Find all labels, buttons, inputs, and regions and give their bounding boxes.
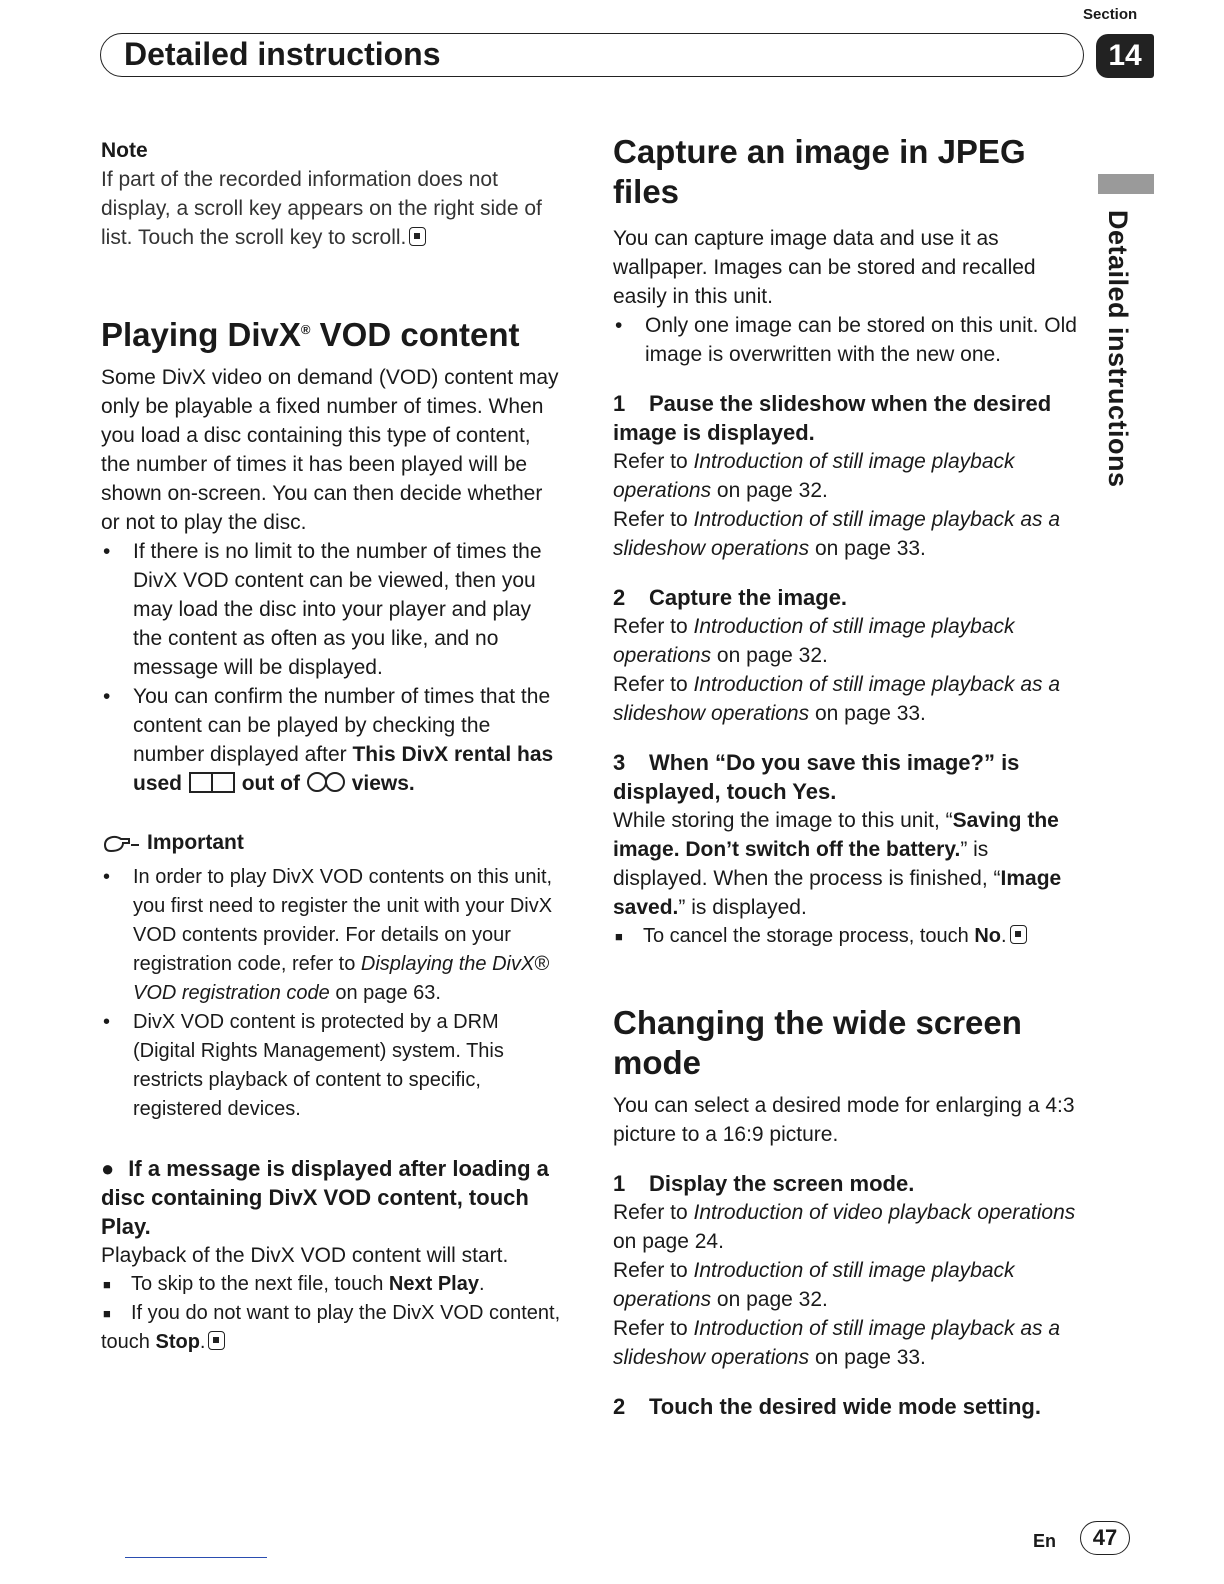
punct: . bbox=[1000, 925, 1007, 947]
divx-step-sublist bbox=[101, 1270, 561, 1357]
page-ref: on page 32. bbox=[711, 644, 828, 667]
list-item: • DivX VOD content is protected by a DRM (Digital Rights Management) system. This restricts playback of content to specific, registered devices. bbox=[101, 1008, 561, 1124]
list-item bbox=[613, 922, 1078, 951]
wide-step-2 bbox=[613, 1392, 1078, 1421]
bold-text: out of bbox=[241, 772, 301, 795]
list-item-text: In order to play DivX VOD contents on this unit, you first need to register the unit with your DivX VOD contents provider. For details on your registration code, refer to bbox=[133, 866, 553, 975]
step-number: 3 bbox=[613, 750, 626, 775]
list-item bbox=[101, 1299, 561, 1357]
list-item-text: You can confirm the number of times that the content can be played by checking the number displayed after bbox=[133, 685, 551, 766]
bold-text: Saving the image. Don’t switch off the battery. bbox=[613, 809, 1059, 861]
bold-text: Image saved. bbox=[613, 867, 1062, 919]
body-text: ” is displayed. bbox=[678, 896, 807, 919]
left-column bbox=[101, 132, 561, 1357]
important-heading-text: Important bbox=[147, 831, 244, 854]
bold-text: Next Play bbox=[388, 1273, 479, 1295]
divx-intro: Some DivX video on demand (VOD) content may only be playable a fixed number of times. When you load a disc containing this type of content, the number of times it has been played will be shown on-screen. You can then decide whether or not to play the disc. bbox=[101, 366, 559, 534]
divx-heading-post: VOD content bbox=[310, 316, 520, 353]
cross-reference: Introduction of still image playback as a slideshow operations bbox=[613, 673, 1061, 725]
note-heading: Note bbox=[101, 139, 148, 162]
important-heading bbox=[101, 828, 561, 857]
wide-heading: Changing the wide screen mode bbox=[613, 1004, 1022, 1081]
cross-reference: Introduction of still image playback operations bbox=[613, 615, 1015, 667]
page-ref: on page 63. bbox=[329, 982, 441, 1004]
note-text bbox=[101, 165, 561, 252]
capture-step-1 bbox=[613, 389, 1078, 447]
end-mark-icon bbox=[1010, 925, 1027, 944]
bold-text: No bbox=[974, 925, 1001, 947]
important-hand-icon bbox=[101, 831, 141, 855]
refer-prefix: Refer to bbox=[613, 508, 694, 531]
end-mark-icon bbox=[409, 227, 426, 246]
page-ref: on page 32. bbox=[711, 479, 828, 502]
capture-intro: You can capture image data and use it as wallpaper. Images can be stored and recalled easily in this unit. bbox=[613, 227, 1036, 308]
right-column bbox=[613, 132, 1078, 1421]
section-label: Section bbox=[1083, 6, 1138, 23]
step-bullet: ● bbox=[101, 1156, 115, 1181]
refer-prefix: Refer to bbox=[613, 1201, 694, 1224]
refer-line bbox=[613, 1256, 1078, 1314]
divx-step-text: Playback of the DivX VOD content will start. bbox=[101, 1244, 509, 1267]
language-label: En bbox=[1033, 1531, 1057, 1551]
digit-circles-icon bbox=[306, 770, 346, 794]
section-number-badge: 14 bbox=[1096, 34, 1154, 78]
step-heading-text: If a message is displayed after loading a disc containing DivX VOD content, touch Play. bbox=[101, 1156, 549, 1239]
capture-step-3-text bbox=[613, 806, 1078, 922]
divx-step-heading bbox=[101, 1154, 561, 1241]
page-title: Detailed instructions bbox=[124, 36, 441, 72]
capture-bullet-list bbox=[613, 311, 1078, 369]
step-heading-text: Display the screen mode. bbox=[649, 1171, 915, 1196]
cross-reference: Displaying the DivX® VOD registration code bbox=[133, 953, 550, 1004]
list-item-text: To skip to the next file, touch bbox=[131, 1273, 389, 1295]
divx-heading bbox=[101, 310, 561, 355]
refer-line bbox=[613, 1198, 1078, 1256]
page-ref: on page 32. bbox=[711, 1288, 828, 1311]
step-number: 2 bbox=[613, 585, 626, 610]
page-ref: on page 33. bbox=[809, 702, 926, 725]
refer-line bbox=[613, 612, 1078, 670]
capture-step-2 bbox=[613, 583, 1078, 612]
wide-step-1 bbox=[613, 1169, 1078, 1198]
registered-mark: ® bbox=[300, 322, 311, 337]
footnote-rule bbox=[125, 1557, 267, 1558]
list-item-text: If you do not want to play the DivX VOD content, touch bbox=[101, 1302, 561, 1353]
divx-heading-pre: Playing DivX bbox=[101, 316, 301, 353]
refer-prefix: Refer to bbox=[613, 1317, 694, 1340]
bold-text: Stop bbox=[155, 1331, 200, 1353]
step-heading-text: When “Do you save this image?” is displayed, touch Yes. bbox=[613, 750, 1020, 804]
end-mark-icon bbox=[208, 1331, 225, 1350]
refer-line bbox=[613, 670, 1078, 728]
bold-text: This DivX rental has used bbox=[133, 743, 554, 795]
list-item: • If there is no limit to the number of times the DivX VOD content can be viewed, then you may load the disc into your player and play the content as often as you like, and no message will be displayed. bbox=[101, 537, 561, 682]
refer-line bbox=[613, 1314, 1078, 1372]
step-heading-text: Capture the image. bbox=[649, 585, 848, 610]
refer-line bbox=[613, 447, 1078, 505]
punct: . bbox=[199, 1331, 206, 1353]
refer-line bbox=[613, 505, 1078, 563]
important-bullet-list bbox=[101, 863, 561, 1124]
step-heading-text: Touch the desired wide mode setting. bbox=[649, 1394, 1041, 1419]
page-ref: on page 24. bbox=[613, 1230, 724, 1253]
refer-prefix: Refer to bbox=[613, 673, 694, 696]
list-item-text: To cancel the storage process, touch bbox=[643, 925, 975, 947]
cross-reference: Introduction of video playback operations bbox=[693, 1201, 1076, 1224]
side-tab-marker bbox=[1098, 174, 1154, 194]
digit-boxes-icon bbox=[188, 770, 236, 794]
step-heading-text: Pause the slideshow when the desired image is displayed. bbox=[613, 391, 1052, 445]
cross-reference: Introduction of still image playback as a slideshow operations bbox=[613, 1317, 1061, 1369]
capture-sublist bbox=[613, 922, 1078, 951]
page-ref: on page 33. bbox=[809, 1346, 926, 1369]
refer-prefix: Refer to bbox=[613, 1259, 694, 1282]
list-item bbox=[101, 1270, 561, 1299]
list-item bbox=[101, 682, 561, 798]
bold-text: views. bbox=[351, 772, 415, 795]
note-body: If part of the recorded information does not display, a scroll key appears on the right side of list. Touch the scroll key to scroll. bbox=[101, 168, 542, 249]
capture-step-3 bbox=[613, 748, 1078, 806]
list-item: • Only one image can be stored on this unit. Old image is overwritten with the new one. bbox=[613, 311, 1078, 369]
punct: . bbox=[478, 1273, 485, 1295]
body-text: While storing the image to this unit, “ bbox=[613, 809, 953, 832]
list-item bbox=[101, 863, 561, 1008]
page-ref: on page 33. bbox=[809, 537, 926, 560]
side-section-label: Detailed instructions bbox=[1103, 210, 1133, 488]
cross-reference: Introduction of still image playback operations bbox=[613, 450, 1015, 502]
step-number: 2 bbox=[613, 1394, 626, 1419]
divx-bullet-list bbox=[101, 537, 561, 798]
cross-reference: Introduction of still image playback as a slideshow operations bbox=[613, 508, 1061, 560]
body-text: ” is displayed. When the process is finished, “ bbox=[613, 838, 1001, 890]
refer-prefix: Refer to bbox=[613, 615, 694, 638]
page-number: 47 bbox=[1080, 1521, 1130, 1555]
cross-reference: Introduction of still image playback operations bbox=[613, 1259, 1015, 1311]
refer-prefix: Refer to bbox=[613, 450, 694, 473]
wide-intro: You can select a desired mode for enlarging a 4:3 picture to a 16:9 picture. bbox=[613, 1094, 1075, 1146]
capture-heading: Capture an image in JPEG files bbox=[613, 133, 1026, 210]
step-number: 1 bbox=[613, 391, 626, 416]
step-number: 1 bbox=[613, 1171, 626, 1196]
